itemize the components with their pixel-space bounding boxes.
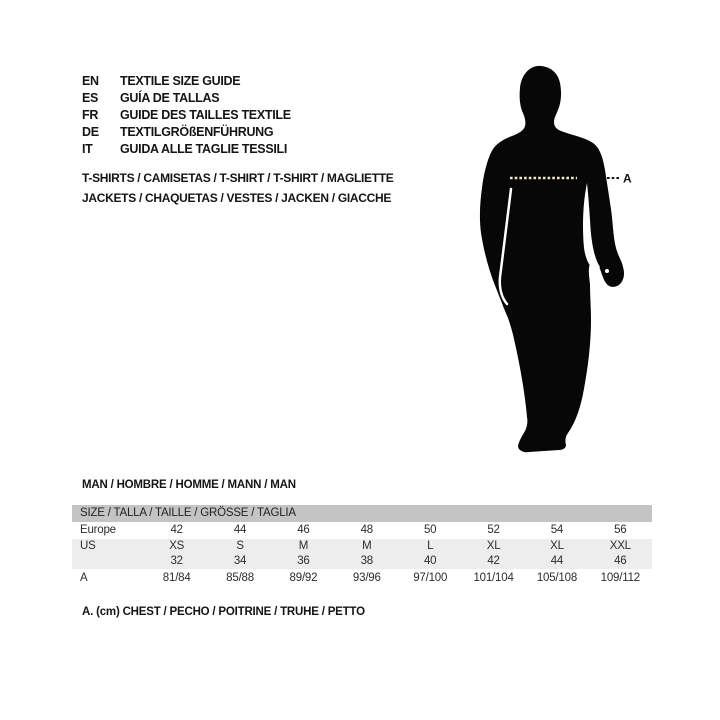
table-cell: 50 bbox=[423, 524, 437, 536]
table-cell: 109/112 bbox=[600, 572, 640, 584]
language-code: EN bbox=[82, 74, 99, 88]
language-row-es bbox=[82, 90, 291, 107]
table-cell: XXL bbox=[609, 540, 631, 552]
category-line-tshirts: T-SHIRTS / CAMISETAS / T-SHIRT / T-SHIRT / MAGLIETTE bbox=[82, 171, 394, 185]
language-code: IT bbox=[82, 142, 93, 156]
measure-label-a: A bbox=[623, 171, 632, 186]
category-line-jackets: JACKETS / CHAQUETAS / VESTES / JACKEN / GIACCHE bbox=[82, 190, 392, 205]
table-cell: 97/100 bbox=[413, 572, 448, 584]
measurement-note: A. (cm) CHEST / PECHO / POITRINE / TRUHE / PETTO bbox=[82, 606, 365, 618]
language-row-en bbox=[82, 73, 291, 90]
table-cell: 101/104 bbox=[473, 572, 514, 584]
table-cell: 85/88 bbox=[226, 572, 254, 584]
row-label: US bbox=[80, 540, 96, 552]
table-cell: 93/96 bbox=[352, 572, 381, 584]
table-cell: 34 bbox=[233, 555, 247, 567]
table-cell: 105/108 bbox=[536, 572, 578, 584]
table-cell: 81/84 bbox=[162, 572, 191, 584]
table-cell: 52 bbox=[487, 524, 500, 536]
table-cell: XL bbox=[486, 540, 501, 552]
man-silhouette-figure bbox=[400, 40, 700, 480]
table-cell: 56 bbox=[614, 524, 627, 536]
table-cell: XL bbox=[550, 540, 564, 552]
size-table-header: SIZE / TALLA / TAILLE / GRÖSSE / TAGLIA bbox=[72, 505, 652, 522]
table-cell: XS bbox=[169, 540, 185, 552]
table-cell: 46 bbox=[614, 555, 627, 567]
table-cell: 36 bbox=[297, 555, 310, 567]
table-cell: 32 bbox=[170, 555, 183, 567]
table-cell: 38 bbox=[360, 555, 374, 567]
table-cell: M bbox=[298, 540, 309, 552]
language-label: TEXTILGRÖßENFÜHRUNG bbox=[120, 125, 274, 139]
language-label: GUIDA ALLE TAGLIE TESSILI bbox=[120, 142, 288, 156]
section-title-man: MAN / HOMBRE / HOMME / MANN / MAN bbox=[82, 479, 296, 491]
language-list bbox=[82, 73, 291, 158]
table-row-europe bbox=[72, 522, 652, 539]
table-cell: 54 bbox=[550, 524, 564, 536]
row-label bbox=[72, 554, 145, 569]
table-cell: 42 bbox=[487, 555, 500, 567]
table-cell: 89/92 bbox=[289, 572, 318, 584]
language-row-de bbox=[82, 124, 291, 141]
language-code: FR bbox=[82, 108, 99, 122]
row-label: A bbox=[80, 572, 88, 584]
language-code: ES bbox=[82, 91, 99, 105]
language-code: DE bbox=[82, 125, 99, 139]
table-row-numeric bbox=[72, 554, 652, 569]
table-cell: 40 bbox=[423, 555, 437, 567]
language-label: GUÍA DE TALLAS bbox=[120, 91, 220, 105]
table-cell: 44 bbox=[550, 555, 564, 567]
garment-categories bbox=[82, 169, 394, 208]
language-row-it bbox=[82, 141, 291, 158]
language-label: GUIDE DES TAILLES TEXTILE bbox=[120, 108, 291, 122]
language-label: TEXTILE SIZE GUIDE bbox=[120, 74, 241, 88]
table-cell: 44 bbox=[233, 524, 247, 536]
table-cell: 46 bbox=[297, 524, 310, 536]
table-row-chest-cm bbox=[72, 569, 652, 587]
table-cell: S bbox=[236, 540, 244, 552]
language-row-fr bbox=[82, 107, 291, 124]
table-cell: M bbox=[362, 540, 372, 552]
table-cell: 42 bbox=[170, 524, 183, 536]
table-row-us bbox=[72, 539, 652, 554]
thumb-gap bbox=[605, 269, 609, 273]
table-cell: 48 bbox=[360, 524, 374, 536]
table-cell: L bbox=[427, 540, 434, 552]
row-label: Europe bbox=[80, 524, 116, 536]
size-table bbox=[72, 505, 652, 587]
